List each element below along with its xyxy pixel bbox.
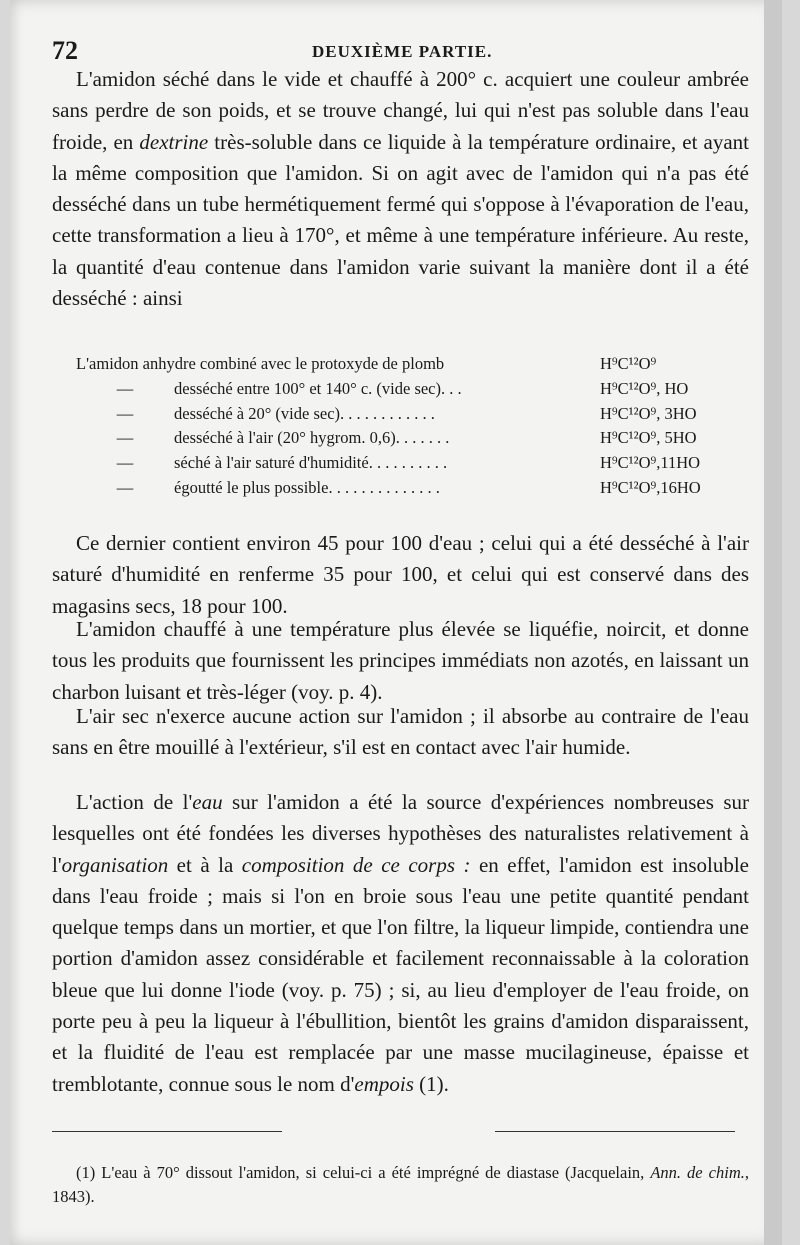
paragraph-5-eau: eau bbox=[192, 790, 223, 814]
paragraph-1-text-b: très-soluble dans ce liquide à la température ordinaire, et ayant la même composition que l'amidon. Si on agit avec de l'amidon qui n'a pas été desséché dans un tube hermétiquement fermé qui s'oppose à l'évaporation de l'eau, cette transformation a lieu à 170°, et même à une température inférieure. Au reste, la quantité d'eau contenue dans l'amidon varie suivant la manière dont il a été desséché : ainsi bbox=[52, 129, 749, 311]
table-row-label: desséché à l'air (20° hygrom. 0,6). . . . . . . bbox=[174, 428, 450, 448]
table-row-formula: H⁹C¹²O⁹ bbox=[600, 354, 657, 373]
footnote-text-a: (1) L'eau à 70° dissout l'amidon, si celui-ci a été imprégné de diastase (Jacquelain, bbox=[76, 1163, 651, 1182]
table-row bbox=[62, 404, 742, 429]
table-row-label: L'amidon anhydre combiné avec le protoxyde de plomb bbox=[76, 354, 445, 373]
table-row-formula: H⁹C¹²O⁹,16HO bbox=[600, 477, 701, 497]
paragraph-4: L'air sec n'exerce aucune action sur l'amidon ; il absorbe au contraire de l'eau sans en être mouillé à l'extérieur, s'il est en contact avec l'air humide. bbox=[52, 704, 749, 760]
paragraph-5-text-d: en effet, l'amidon est insoluble dans l'eau froide ; mais si l'on en broie sous l'eau une petite quantité pendant quelque temps dans un mortier, et que l'on filtre, la liqueur limpide, contiendra une portion d'amidon assez considérable et facilement reconnaissable à la coloration bleue que lui donne l'iode (voy. p. 75) ; si, au lieu d'employer de l'eau froide, on porte peu à peu la liqueur à l'ébullition, bientôt les grains d'amidon disparaissent, et la fluidité de l'eau est remplacée par une masse mucilagineuse, épaisse et tremblotante, connue sous le nom d' bbox=[52, 852, 749, 1096]
table-row-dash: — bbox=[116, 428, 134, 448]
paragraph-5-composition: composition de ce corps : bbox=[241, 852, 471, 877]
table-row-formula: H⁹C¹²O⁹, 5HO bbox=[600, 428, 697, 448]
page-edge-shadow bbox=[764, 0, 782, 1245]
paragraph-5-text-a: L'action de l' bbox=[76, 790, 193, 814]
table-row-dash: — bbox=[116, 378, 134, 398]
paragraph-5 bbox=[52, 787, 749, 1100]
paragraph-5-organisation: organisation bbox=[61, 852, 169, 877]
table-row bbox=[62, 428, 742, 453]
paragraph-5-text-b: sur l'amidon a été la source d'expériences nombreuses sur lesquelles ont été fondées les diverses hypothèses des naturalistes relativement à l' bbox=[52, 790, 749, 877]
paragraph-2: Ce dernier contient environ 45 pour 100 d'eau ; celui qui a été desséché à l'air saturé d'humidité en renferme 35 pour 100, et celui qui est conservé dans des magasins secs, 18 pour 100. bbox=[52, 531, 749, 618]
paragraph-5-text-e: (1). bbox=[413, 1071, 449, 1096]
page-number: 72 bbox=[52, 36, 78, 65]
footnote-rule-right bbox=[495, 1131, 735, 1132]
footnote bbox=[52, 1161, 749, 1209]
table-row-label: séché à l'air saturé d'humidité. . . . . . . . . . bbox=[174, 453, 448, 473]
page-header bbox=[52, 36, 752, 66]
table-row-label: desséché entre 100° et 140° c. (vide sec). . . bbox=[174, 378, 462, 398]
footnote-journal: Ann. de chim. bbox=[650, 1163, 745, 1182]
running-head: DEUXIÈME PARTIE. bbox=[312, 42, 493, 61]
footnote-text-b: , 1843). bbox=[52, 1163, 749, 1206]
table-row-dash: — bbox=[116, 477, 134, 497]
table-row bbox=[62, 379, 742, 404]
table-row bbox=[62, 478, 742, 503]
table-row-formula: H⁹C¹²O⁹,11HO bbox=[600, 453, 701, 473]
table-row-formula: H⁹C¹²O⁹, HO bbox=[600, 378, 689, 398]
paragraph-5-empois: empois bbox=[354, 1071, 414, 1096]
table-row bbox=[62, 453, 742, 478]
table-row-label: desséché à 20° (vide sec). . . . . . . . . . . . bbox=[174, 403, 435, 423]
hydration-table bbox=[62, 354, 742, 503]
table-row-dash: — bbox=[116, 453, 134, 473]
table-row-formula: H⁹C¹²O⁹, 3HO bbox=[600, 403, 697, 423]
table-row bbox=[62, 354, 742, 379]
paragraph-5-text-c: et à la bbox=[168, 852, 242, 877]
paragraph-1-text-a: L'amidon séché dans le vide et chauffé à 200° c. acquiert une couleur ambrée sans perdre de son poids, et se trouve changé, lui qui n'est pas soluble dans l'eau froide, en bbox=[52, 67, 749, 154]
footnote-rule-left bbox=[52, 1131, 282, 1132]
paragraph-1 bbox=[52, 64, 749, 314]
paragraph-3: L'amidon chauffé à une température plus élevée se liquéfie, noircit, et donne tous les produits que fournissent les principes immédiats non azotés, en laissant un charbon luisant et très-léger (voy. p. 4). bbox=[52, 617, 749, 704]
paragraph-1-dextrine: dextrine bbox=[139, 129, 209, 154]
table-row-label: égoutté le plus possible. . . . . . . . . . . . . . bbox=[174, 477, 440, 497]
table-row-dash: — bbox=[116, 403, 134, 423]
